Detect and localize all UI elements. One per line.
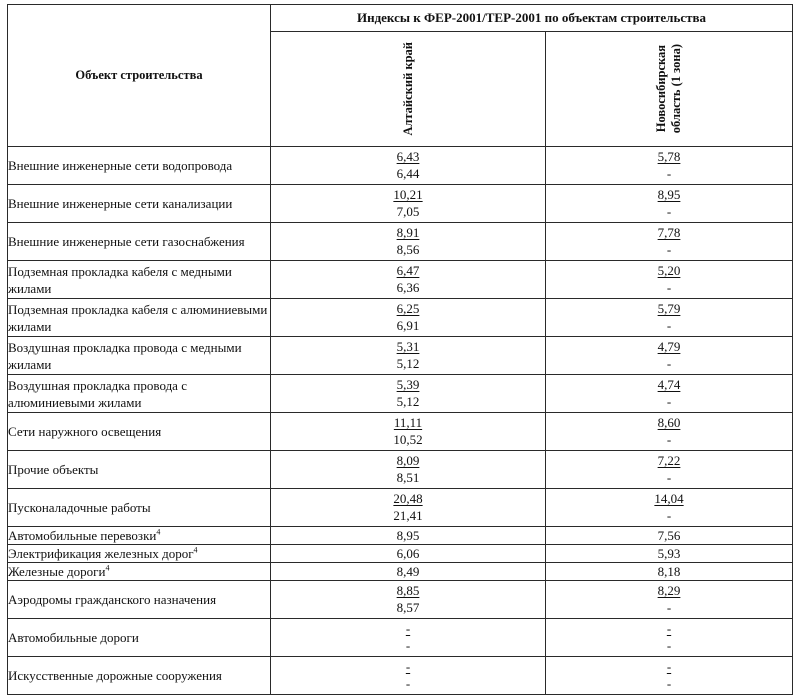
object-name: Автомобильные дороги [8,630,139,645]
index-value: 8,49 [396,563,420,579]
index-denominator: - [666,241,672,257]
index-value: 7,56 [657,527,681,543]
index-numerator: 8,95 [657,187,681,202]
altai-index-cell [271,223,546,261]
index-numerator: 14,04 [654,491,684,506]
index-fraction [397,453,420,486]
novosibirsk-index-cell [546,413,793,451]
altai-index-cell [271,299,546,337]
index-numerator: 5,79 [657,301,681,316]
novosibirsk-index-cell [546,375,793,413]
index-numerator: 11,11 [393,415,423,430]
index-fraction [658,453,681,486]
index-value: 8,18 [657,563,681,579]
index-fraction [397,149,420,182]
index-numerator: 7,78 [657,225,681,240]
table-row [8,413,793,451]
altai-index-cell [271,261,546,299]
region-label-novosibirsk: Новосибирская область (1 зона) [654,44,683,134]
index-denominator: 6,44 [396,165,420,181]
object-name-cell [8,619,271,657]
index-numerator: 5,20 [657,263,681,278]
index-fraction [658,301,681,334]
index-numerator: 6,47 [396,263,420,278]
table-row [8,375,793,413]
index-fraction [658,377,681,410]
novosibirsk-index-cell [546,261,793,299]
altai-index-cell [271,147,546,185]
object-name-cell [8,657,271,695]
index-denominator: - [666,469,672,485]
index-numerator: 5,78 [657,149,681,164]
altai-index-cell [271,563,546,581]
index-numerator: 8,60 [657,415,681,430]
novosibirsk-index-cell [546,489,793,527]
object-name: Электрификация железных дорог [8,546,194,561]
footnote-marker: 4 [156,527,161,537]
altai-index-cell [271,185,546,223]
region-header-novosibirsk [546,32,793,147]
object-name-cell [8,413,271,451]
index-denominator: 5,12 [396,355,420,371]
index-fraction [397,339,420,372]
price-index-table [7,4,793,695]
novosibirsk-index-cell [546,619,793,657]
object-name-cell [8,261,271,299]
index-fraction [658,583,681,616]
altai-index-cell [271,545,546,563]
object-name-cell [8,489,271,527]
novosibirsk-index-cell [546,185,793,223]
index-numerator: 20,48 [393,491,423,506]
index-denominator: - [666,279,672,295]
novosibirsk-index-cell [546,299,793,337]
index-denominator: - [666,355,672,371]
index-denominator: - [666,599,672,615]
index-numerator: 4,74 [657,377,681,392]
novosibirsk-index-cell [546,527,793,545]
index-fraction [658,415,681,448]
index-value: 8,95 [396,527,420,543]
altai-index-cell [271,451,546,489]
index-numerator: - [666,659,672,674]
table-row [8,185,793,223]
object-name: Внешние инженерные сети газоснабжения [8,234,245,249]
object-name-cell [8,545,271,563]
altai-index-cell [271,413,546,451]
index-denominator: - [666,507,672,523]
object-name: Внешние инженерные сети канализации [8,196,233,211]
table-row [8,337,793,375]
index-fraction [397,263,420,296]
altai-index-cell [271,337,546,375]
object-name-cell [8,527,271,545]
index-fraction [658,263,681,296]
novosibirsk-index-cell [546,545,793,563]
region-label-altai: Алтайский край [400,42,415,136]
table-row [8,489,793,527]
index-numerator: - [666,621,672,636]
novosibirsk-index-cell [546,337,793,375]
table-row [8,451,793,489]
index-numerator: 8,85 [396,583,420,598]
object-name: Подземная прокладка кабеля с алюминиевыми жилами [8,301,268,334]
object-name: Автомобильные перевозки [8,528,157,543]
object-name-cell [8,147,271,185]
index-denominator: - [666,637,672,653]
object-name-cell [8,451,271,489]
object-name-cell [8,375,271,413]
altai-index-cell [271,581,546,619]
index-fraction [397,377,420,410]
index-numerator: 8,29 [657,583,681,598]
index-fraction [397,301,420,334]
table-body [8,147,793,695]
index-value: 5,93 [657,545,681,561]
index-denominator: - [666,393,672,409]
index-denominator: 5,12 [396,393,420,409]
object-name-cell [8,185,271,223]
table-row [8,527,793,545]
novosibirsk-index-cell [546,657,793,695]
index-fraction [658,187,681,220]
indices-header: Индексы к ФЕР-2001/ТЕР-2001 по объектам строительства [271,5,793,32]
table-row [8,261,793,299]
object-name: Искусственные дорожные сооружения [8,668,222,683]
index-fraction [667,659,671,692]
novosibirsk-index-cell [546,147,793,185]
object-name: Подземная прокладка кабеля с медными жилами [8,263,232,296]
index-denominator: 8,56 [396,241,420,257]
altai-index-cell [271,619,546,657]
table-row [8,657,793,695]
index-fraction [658,225,681,258]
region-header-altai [271,32,546,147]
index-numerator: 4,79 [657,339,681,354]
index-fraction [667,621,671,654]
altai-index-cell [271,657,546,695]
novosibirsk-index-cell [546,563,793,581]
table-row [8,545,793,563]
table-row [8,299,793,337]
novosibirsk-index-cell [546,451,793,489]
object-name-cell [8,299,271,337]
index-fraction [397,583,420,616]
altai-index-cell [271,375,546,413]
index-denominator: 6,91 [396,317,420,333]
altai-index-cell [271,527,546,545]
index-numerator: 5,39 [396,377,420,392]
index-fraction [658,339,681,372]
object-name: Воздушная прокладка провода с алюминиевыми жилами [8,377,187,410]
index-denominator: - [405,637,411,653]
index-denominator: 8,57 [396,599,420,615]
table-row [8,563,793,581]
object-name-cell [8,563,271,581]
index-denominator: - [666,431,672,447]
object-name: Прочие объекты [8,462,99,477]
object-name-cell [8,223,271,261]
index-numerator: 6,25 [396,301,420,316]
index-value: 6,06 [396,545,420,561]
index-denominator: - [405,675,411,691]
object-name: Пусконаладочные работы [8,500,151,515]
novosibirsk-index-cell [546,223,793,261]
index-numerator: - [405,659,411,674]
table-row [8,223,793,261]
index-denominator: 7,05 [396,203,420,219]
object-column-header: Объект строительства [8,5,271,147]
index-numerator: 8,09 [396,453,420,468]
altai-index-cell [271,489,546,527]
index-fraction [393,415,422,448]
object-name: Железные дороги [8,564,106,579]
index-numerator: 6,43 [396,149,420,164]
index-denominator: 6,36 [396,279,420,295]
index-fraction [406,621,410,654]
index-denominator: 10,52 [393,431,423,447]
index-fraction [393,491,422,524]
index-fraction [654,491,683,524]
index-denominator: - [666,203,672,219]
footnote-marker: 4 [193,545,198,555]
footnote-marker: 4 [105,563,110,573]
object-name-cell [8,337,271,375]
index-fraction [406,659,410,692]
table-row [8,147,793,185]
index-denominator: - [666,165,672,181]
index-denominator: 8,51 [396,469,420,485]
index-denominator: - [666,317,672,333]
novosibirsk-index-cell [546,581,793,619]
index-numerator: 5,31 [396,339,420,354]
object-name: Воздушная прокладка провода с медными жилами [8,339,242,372]
index-fraction [397,225,420,258]
table-row [8,619,793,657]
object-name: Аэродромы гражданского назначения [8,592,217,607]
object-name-cell [8,581,271,619]
index-numerator: 8,91 [396,225,420,240]
index-numerator: - [405,621,411,636]
table-row [8,581,793,619]
index-numerator: 10,21 [393,187,423,202]
index-numerator: 7,22 [657,453,681,468]
index-denominator: - [666,675,672,691]
object-name: Внешние инженерные сети водопровода [8,158,233,173]
index-fraction [658,149,681,182]
index-denominator: 21,41 [393,507,423,523]
index-fraction [393,187,422,220]
object-name: Сети наружного освещения [8,424,162,439]
